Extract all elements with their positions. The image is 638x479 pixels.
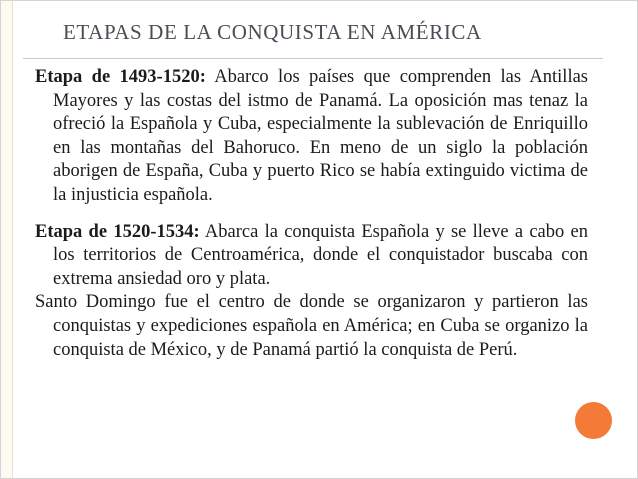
title-divider (23, 58, 603, 59)
paragraph-santo-domingo (35, 291, 588, 362)
slide-body (35, 66, 588, 362)
paragraph-label: Etapa de 1520-1534: (35, 221, 200, 242)
paragraph-etapa-1493-1520 (35, 66, 588, 208)
paragraph-text: Abarco los países que comprenden las Antillas Mayores y las costas del istmo de Panamá. La oposición mas tenaz la ofreció la Española y Cuba, especialmente la sublevación de Enriquillo en las montañas del Bahoruco. En meno de un siglo la población aborigen de España, Cuba y puerto Rico se había extinguido victima de la injusticia española. (53, 67, 588, 205)
paragraph-etapa-1520-1534 (35, 221, 588, 292)
left-margin-bar (1, 1, 13, 478)
slide-title: ETAPAS DE LA CONQUISTA EN AMÉRICA (63, 20, 482, 44)
paragraph-label: Etapa de 1493-1520: (35, 67, 206, 87)
accent-circle (575, 402, 612, 439)
paragraph-text: Santo Domingo fue el centro de donde se organizaron y partieron las conquistas y expediciones española en América; en Cuba se organizo la conquista de México, y de Panamá partió la conquista de Perú. (35, 292, 588, 360)
paragraph-text: Abarca la conquista Española y se lleve a cabo en los territorios de Centroamérica, donde el conquistador buscaba con extrema ansiedad oro y plata. (53, 221, 588, 289)
